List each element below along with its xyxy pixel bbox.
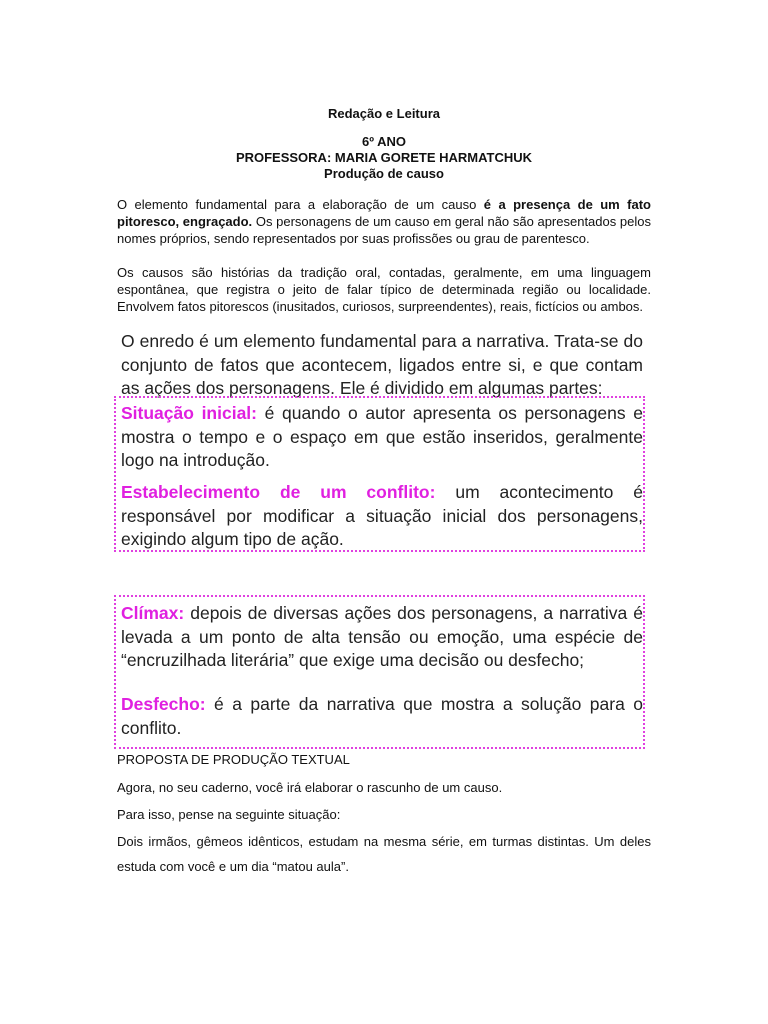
intro-text: O elemento fundamental para a elaboração de um causo xyxy=(117,197,484,212)
situacao-inicial-paragraph xyxy=(121,402,643,473)
desfecho-term: Desfecho: xyxy=(121,694,206,714)
situacao-inicial-text: é quando o autor apresenta os personagens e mostra o tempo e o espaço em que estão inseridos, geralmente logo na introdução. xyxy=(121,403,643,470)
desfecho-text: é a parte da narrativa que mostra a solução para o conflito. xyxy=(121,694,643,738)
teacher-heading: PROFESSORA: MARIA GORETE HARMATCHUK xyxy=(235,150,533,165)
proposal-line-3: Dois irmãos, gêmeos idênticos, estudam na mesma série, em turmas distintas. Um deles estuda com você e um dia “matou aula”. xyxy=(117,834,651,874)
intro-paragraph-2: Os causos são histórias da tradição oral, contadas, geralmente, em uma linguagem espontânea, que registra o jeito de falar típico de determinada região ou localidade. Envolvem fatos pitorescos (inusitados, curiosos, surpreendentes), reais, fictícios ou ambos. xyxy=(117,265,651,314)
intro-bold-text: é a presença de um fato pitoresco, engraçado. xyxy=(117,197,651,229)
proposal-line-1: Agora, no seu caderno, você irá elaborar o rascunho de um causo. xyxy=(117,780,503,795)
conflito-text: um acontecimento é responsável por modificar a situação inicial dos personagens, exigindo algum tipo de ação. xyxy=(121,482,643,549)
climax-text: depois de diversas ações dos personagens, a narrativa é levada a um ponto de alta tensão ou emoção, uma espécie de “encruzilhada literária” que exige uma decisão ou desfecho; xyxy=(121,603,643,670)
grade-heading: 6º ANO xyxy=(362,134,406,149)
conflito-term: Estabelecimento de um conflito: xyxy=(121,482,436,502)
proposal-title: PROPOSTA DE PRODUÇÃO TEXTUAL xyxy=(117,752,350,767)
situacao-inicial-term: Situação inicial: xyxy=(121,403,257,423)
climax-term: Clímax: xyxy=(121,603,185,623)
subject-heading: Redação e Leitura xyxy=(328,106,440,121)
conflito-paragraph xyxy=(121,481,643,552)
plot-intro-paragraph: O enredo é um elemento fundamental para a narrativa. Trata-se do conjunto de fatos que acontecem, ligados entre si, e que contam as ações dos personagens. Ele é dividido em algumas partes: xyxy=(121,331,643,398)
intro-paragraph-1 xyxy=(117,196,651,247)
intro-text-end: Os personagens de um causo em geral não são apresentados pelos nomes próprios, sendo representados por suas profissões ou grau de parentesco. xyxy=(117,214,651,246)
desfecho-paragraph xyxy=(121,693,643,740)
proposal-line-2: Para isso, pense na seguinte situação: xyxy=(117,807,341,822)
climax-paragraph xyxy=(121,602,643,673)
topic-heading: Produção de causo xyxy=(324,166,444,181)
